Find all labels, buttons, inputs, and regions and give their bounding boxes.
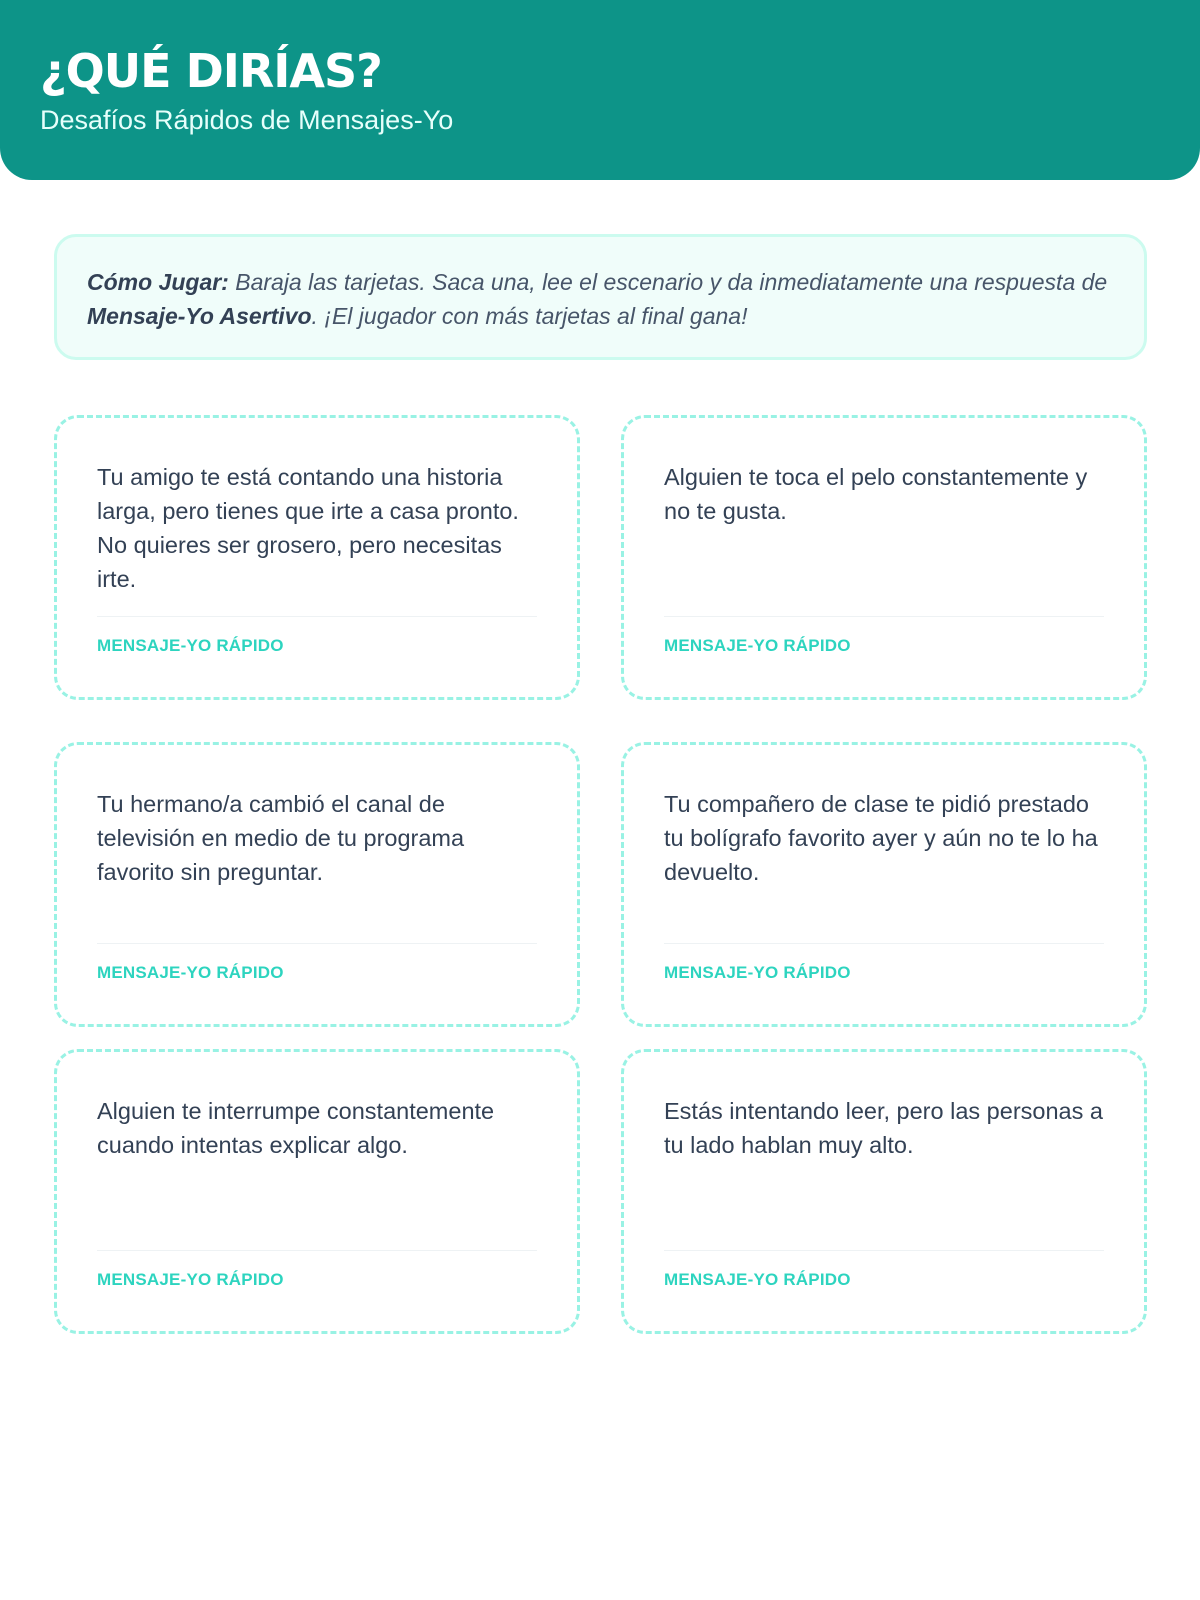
card-divider <box>97 616 537 617</box>
page-title: ¿QUÉ DIRÍAS? <box>40 44 382 98</box>
card-tag: MENSAJE-YO RÁPIDO <box>664 1270 851 1289</box>
card-tag: MENSAJE-YO RÁPIDO <box>97 636 284 655</box>
scenario-text: Tu hermano/a cambió el canal de televisión en medio de tu programa favorito sin preguntar. <box>97 791 465 885</box>
card-divider <box>664 943 1104 944</box>
card-divider <box>664 616 1104 617</box>
scenario-text: Tu amigo te está contando una historia larga, pero tienes que irte a casa pronto. No quieres ser grosero, pero necesitas irte. <box>97 464 519 592</box>
card-tag: MENSAJE-YO RÁPIDO <box>664 636 851 655</box>
card-tag: MENSAJE-YO RÁPIDO <box>97 963 284 982</box>
scenario-card-3[interactable] <box>54 742 580 1027</box>
page-subtitle: Desafíos Rápidos de Mensajes-Yo <box>40 105 454 135</box>
scenario-card-6[interactable] <box>621 1049 1147 1334</box>
instructions-box <box>54 234 1147 360</box>
card-divider <box>97 1250 537 1251</box>
scenario-card-4[interactable] <box>621 742 1147 1027</box>
instructions-text: Baraja las tarjetas. Saca una, lee el escenario y da inmediatamente una respuesta de <box>228 269 1108 295</box>
card-divider <box>664 1250 1104 1251</box>
scenario-text: Alguien te toca el pelo constantemente y no te gusta. <box>664 464 1088 524</box>
header-banner <box>0 0 1200 180</box>
scenario-card-5[interactable] <box>54 1049 580 1334</box>
scenario-text: Estás intentando leer, pero las personas a tu lado hablan muy alto. <box>664 1098 1103 1158</box>
instructions-label: Cómo Jugar: <box>87 269 229 295</box>
scenario-text: Alguien te interrumpe constantemente cuando intentas explicar algo. <box>97 1098 495 1158</box>
card-tag: MENSAJE-YO RÁPIDO <box>97 1270 284 1289</box>
scenario-card-1[interactable] <box>54 415 580 700</box>
instructions-emphasis: Mensaje-Yo Asertivo <box>87 303 312 329</box>
card-divider <box>97 943 537 944</box>
scenario-text: Tu compañero de clase te pidió prestado tu bolígrafo favorito ayer y aún no te lo ha devuelto. <box>664 791 1098 885</box>
scenario-card-2[interactable] <box>621 415 1147 700</box>
card-tag: MENSAJE-YO RÁPIDO <box>664 963 851 982</box>
instructions-text-end: . ¡El jugador con más tarjetas al final gana! <box>311 303 748 329</box>
